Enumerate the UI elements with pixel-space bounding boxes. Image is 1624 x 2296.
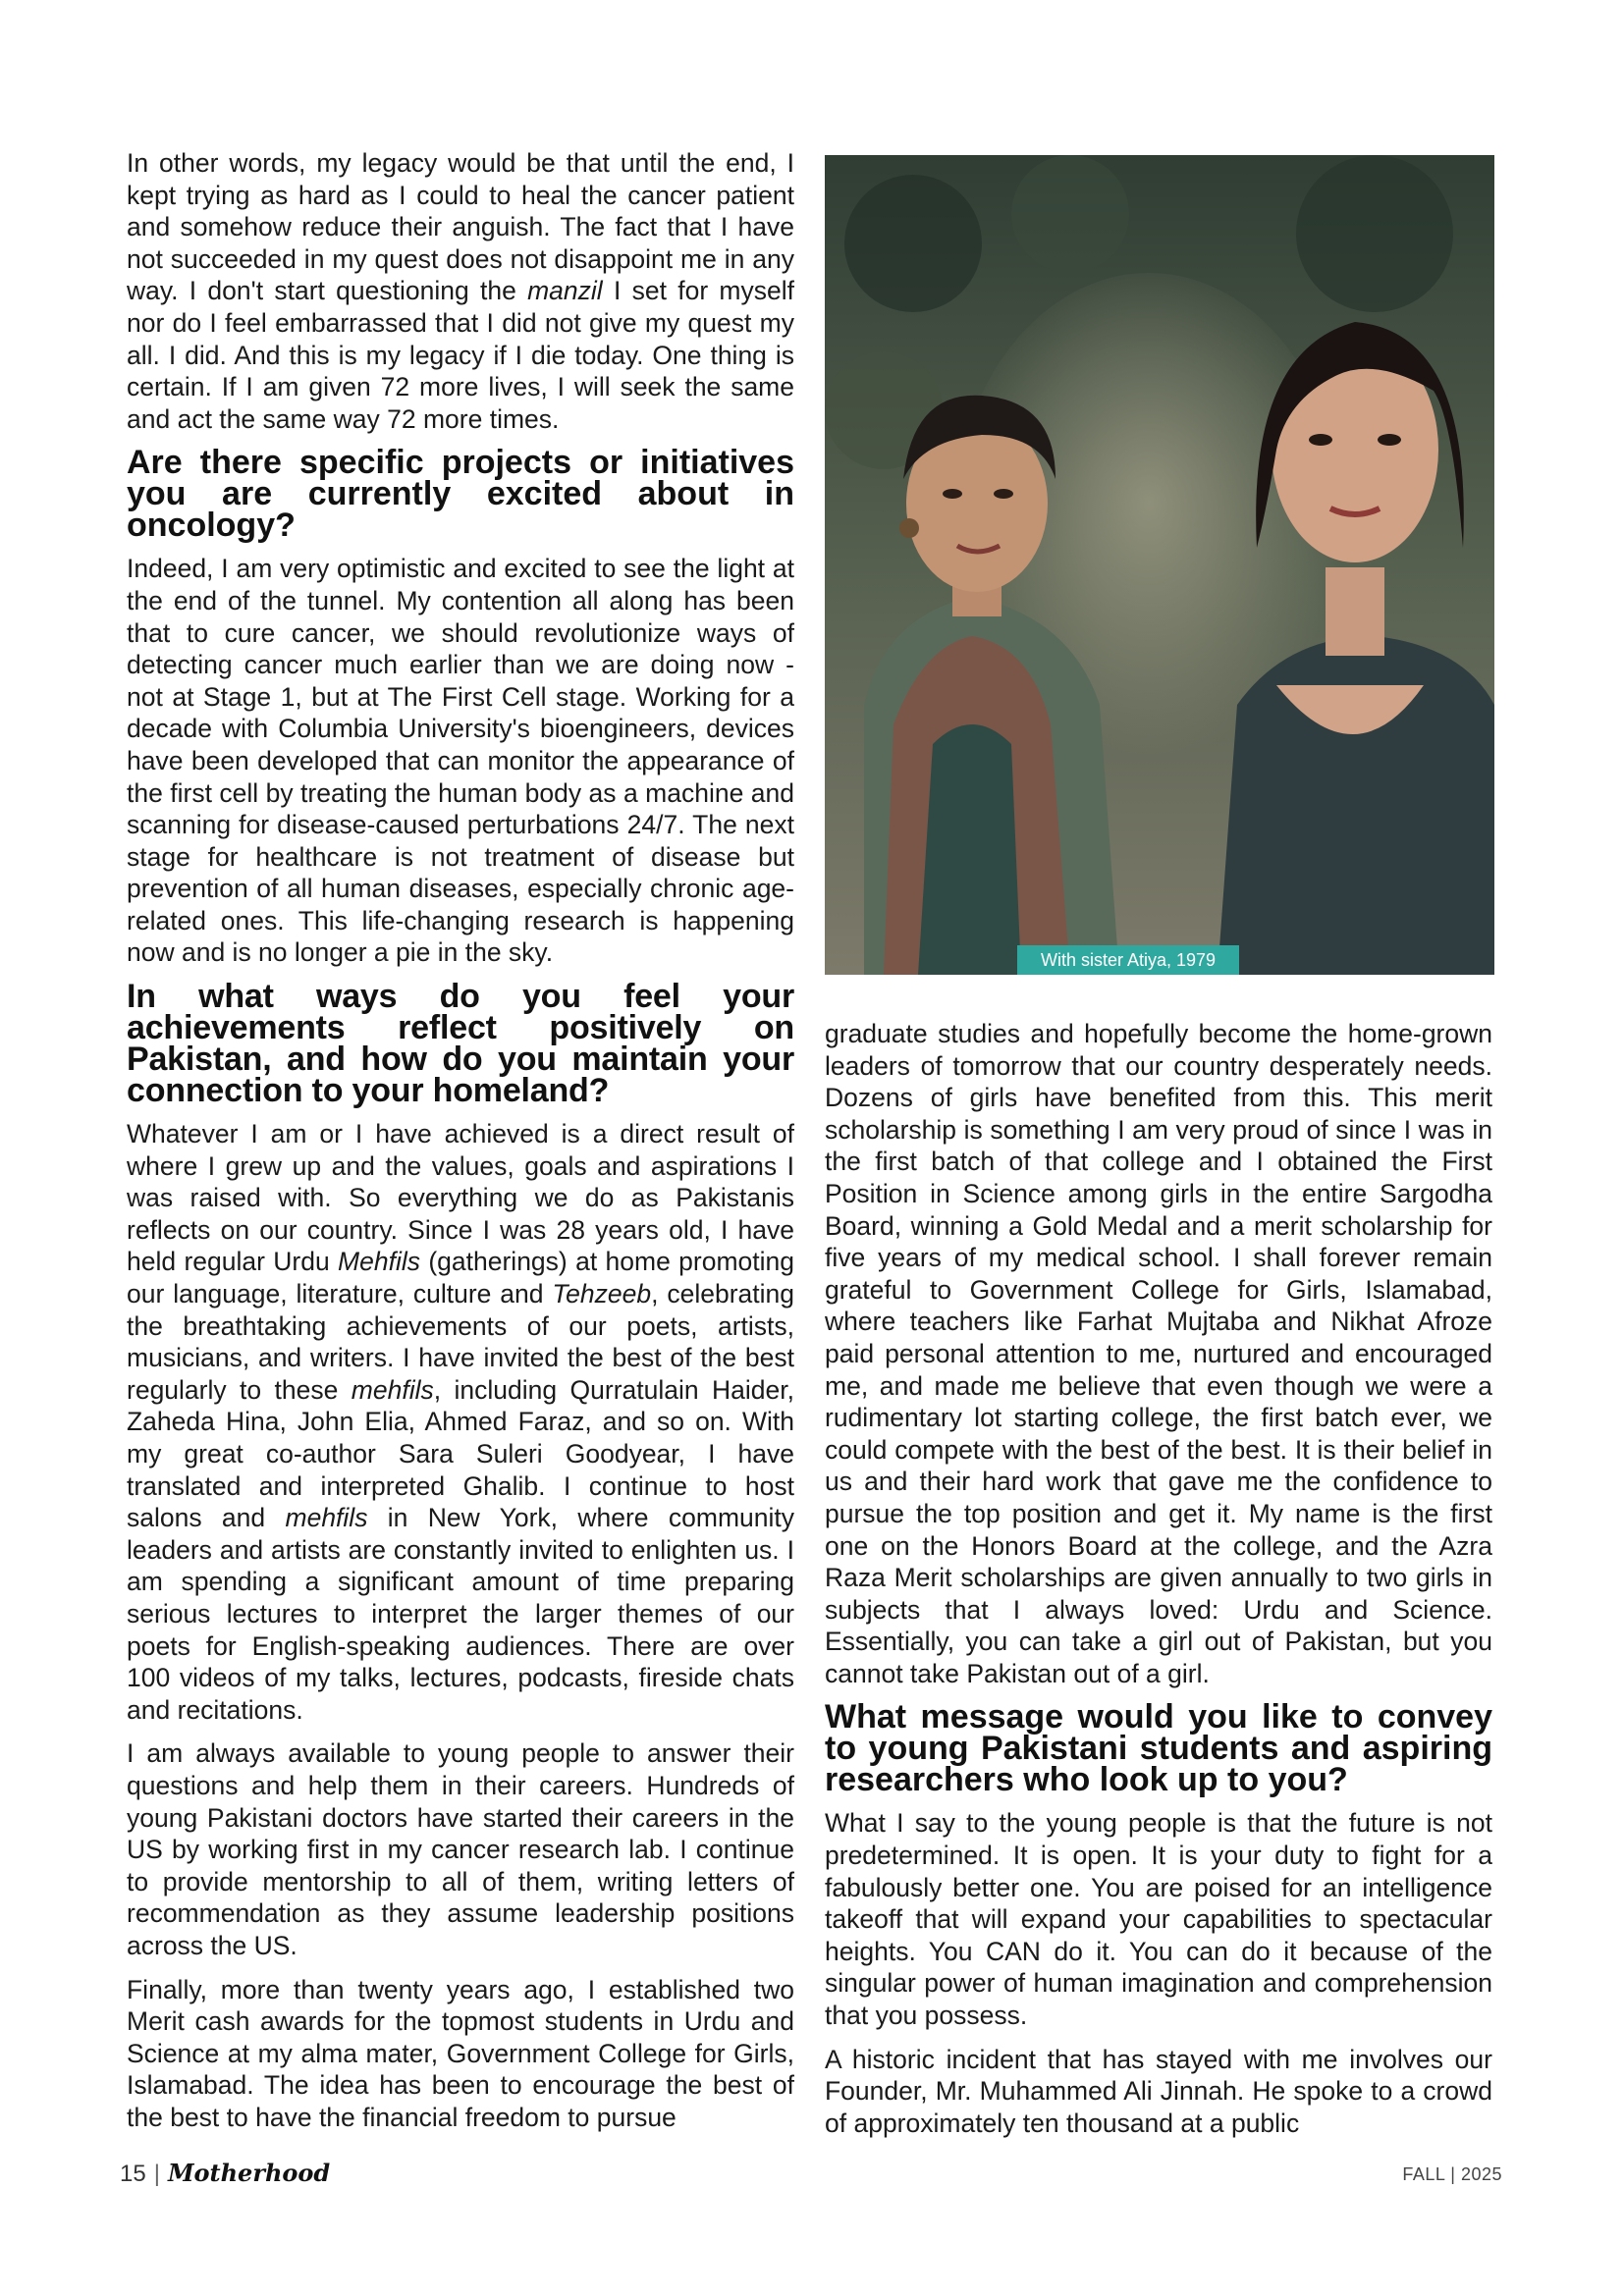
- footer-separator: |: [153, 2161, 160, 2187]
- photo-illustration: [825, 155, 1494, 975]
- text-run: in New York, where community leaders and artists are constantly invited to enlighten us. I am spending a significant amount of time preparing serious lectures to interpret the larger themes of our poets for English-speaking audiences. There are over 100 videos of my talks, lectures, podcasts, fireside chats and recitations.: [127, 1503, 794, 1725]
- question-heading-message: What message would you like to convey to young Pakistani students and aspiring researchers who look up to you?: [825, 1698, 1492, 1799]
- paragraph-jinnah: A historic incident that has stayed with me involves our Founder, Mr. Muhammed Ali Jinnah. He spoke to a crowd of approximately ten thousand at a public: [825, 2044, 1492, 2138]
- text-run: (gatherings) at home promoting our language, literature, culture and: [127, 1247, 794, 1309]
- paragraph-legacy: [127, 147, 794, 435]
- paragraph-mentorship: I am always available to young people to answer their questions and help them in their careers. Hundreds of young Pakistani doctors have started their careers in the US by working first in my cancer research lab. I continue to provide mentorship to all of them, writing letters of recommendation as they assume leadership positions across the US.: [127, 1738, 794, 1960]
- italic-term: manzil: [527, 276, 603, 306]
- italic-term: mehfils: [285, 1503, 368, 1533]
- magazine-brand: Motherhood: [167, 2159, 331, 2187]
- text-run: In other words, my legacy would be that until the end, I kept trying as hard as I could to heal the cancer patient and somehow reduce their anguish. The fact that I have not succeeded in my quest does not disappoint me in any way. I don't start questioning the: [127, 148, 794, 306]
- text-run: I set for myself nor do I feel embarrassed that I did not give my quest my all. I did. And this is my legacy if I die today. One thing is certain. If I am given 72 more lives, I will seek the same and act the same way 72 more times.: [127, 276, 794, 434]
- text-run: , including Qurratulain Haider, Zaheda Hina, John Elia, Ahmed Faraz, and so on. With my great co-author Sara Suleri Goodyear, I have translated and interpreted Ghalib. I continue to host salons and: [127, 1374, 794, 1533]
- italic-term: Tehzeeb: [552, 1279, 652, 1309]
- question-heading-projects: Are there specific projects or initiatives you are currently excited about in oncology?: [127, 444, 794, 545]
- italic-term: mehfils: [351, 1374, 434, 1405]
- left-column: [127, 147, 794, 2145]
- page-number: 15: [120, 2161, 146, 2187]
- paragraph-merit-awards: Finally, more than twenty years ago, I established two Merit cash awards for the topmost students in Urdu and Science at my alma mater, Government College for Girls, Islamabad. The idea has been to encourage the best of the best to have the financial freedom to pursue: [127, 1974, 794, 2132]
- paragraph-roots: [127, 1118, 794, 1726]
- paragraph-future: What I say to the young people is that the future is not predetermined. It is open. It is your duty to fight for a fabulously better one. You are poised for an intelligence takeoff that will expand your capabilities to spectacular heights. You CAN do it. You can do it because of the singular power of human imagination and comprehension that you possess.: [825, 1808, 1492, 2031]
- text-run: Whatever I am or I have achieved is a direct result of where I grew up and the values, goals and aspirations I was raised with. So everything we do as Pakistanis reflects on our country. Since I was 28 years old, I have held regular Urdu: [127, 1119, 794, 1277]
- italic-term: Mehfils: [338, 1247, 420, 1277]
- paragraph-optimism: Indeed, I am very optimistic and excited to see the light at the end of the tunnel. My contention all along has been that to cure cancer, we should revolutionize ways of detecting cancer much earlier than we are doing now - not at Stage 1, but at The First Cell stage. Working for a decade with Columbia University's bioengineers, devices have been developed that can monitor the appearance of the first cell by treating the human body as a machine and scanning for disease-caused perturbations 24/7. The next stage for healthcare is not treatment of disease but prevention of all human diseases, especially chronic age-related ones. This life-changing research is happening now and is no longer a pie in the sky.: [127, 554, 794, 968]
- right-column: [825, 1018, 1492, 2151]
- question-heading-achievements: In what ways do you feel your achievements reflect positively on Pakistan, and how do you maintain your connection to your homeland?: [127, 978, 794, 1110]
- photo-sisters: [825, 155, 1494, 975]
- photo-caption: With sister Atiya, 1979: [1017, 945, 1239, 975]
- footer-left: [120, 2159, 330, 2189]
- issue-label: FALL | 2025: [1402, 2164, 1502, 2184]
- paragraph-scholarship: graduate studies and hopefully become the home-grown leaders of tomorrow that our country desperately needs. Dozens of girls have benefited from this. This merit scholarship is something I am very proud of since I was in the first batch of that college and I obtained the First Position in Science among girls in the entire Sargodha Board, winning a Gold Medal and a merit scholarship for five years of my medical school. I shall forever remain grateful to Government College for Girls, Islamabad, where teachers like Farhat Mujtaba and Nikhat Afroze paid personal attention to me, nurtured and encouraged me, and made me believe that even though we were a rudimentary lot starting college, the first batch ever, we could compete with the best of the best. It is their belief in us and their hard work that gave me the confidence to pursue the top position and get it. My name is the first one on the Honors Board at the college, and the Azra Raza Merit scholarships are given annually to two girls in subjects that I always loved: Urdu and Science. Essentially, you can take a girl out of Pakistan, but you cannot take Pakistan out of a girl.: [825, 1019, 1492, 1688]
- text-run: , celebrating the breathtaking achievements of our poets, artists, musicians, and writers. I have invited the best of the best regularly to these: [127, 1279, 794, 1405]
